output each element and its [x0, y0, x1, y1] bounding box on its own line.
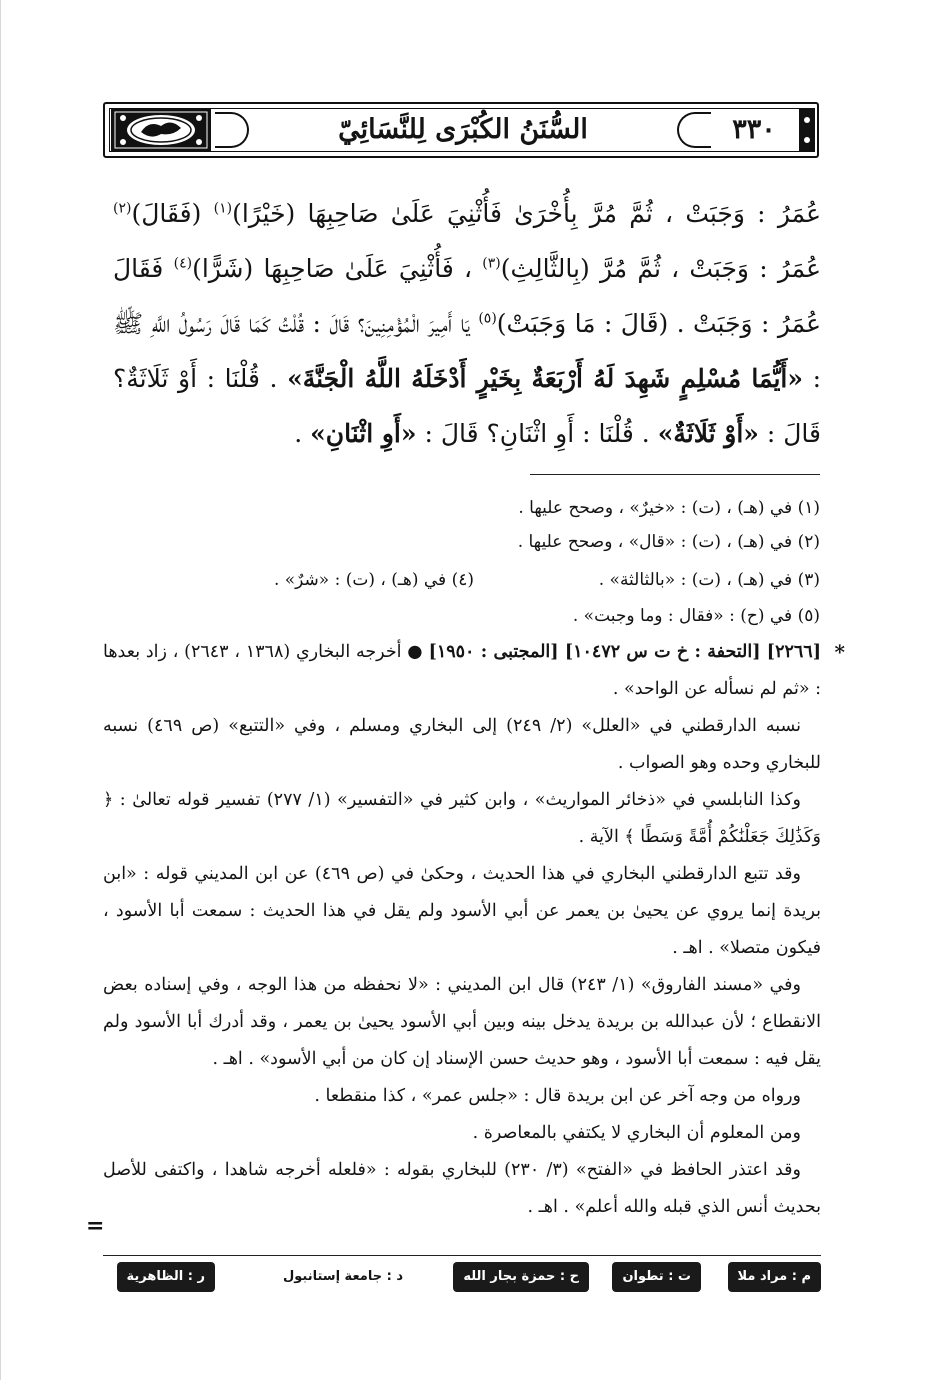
commentary-paragraph: نسبه الدارقطني في «العلل» (٢/ ٢٤٩) إلى البخاري ومسلم ، وفي «التتبع» (ص ٤٦٩) نسبه للبخاري وحده وهو الصواب . [103, 716, 821, 773]
manuscript-badge-r: ر : الظاهرية [117, 1262, 215, 1292]
book-title: السُّنَنُ الكُبْرَى لِلنَّسَائِيّ [338, 114, 588, 145]
footnote-4: (٤) في (هـ) ، (ت) : «شرٌ» . [273, 570, 474, 590]
page-number: ٣٣٠ [732, 114, 776, 145]
commentary-paragraph: ورواه من وجه آخر عن ابن بريدة قال : «جلس عمر» ، كذا منقطعا . [314, 1086, 801, 1106]
prophetic-saying: «أَوِ اثْنَانِ» [310, 419, 417, 448]
footnote-ref: (٥) [478, 310, 497, 327]
footnote-ref: (٤) [173, 255, 193, 272]
commentary-paragraph: وقد اعتذر الحافظ في «الفتح» (٣/ ٢٣٠) للبخاري بقوله : «فلعله أخرجه شاهدا ، واكتفى للأصل بحديث أنس الذي قبله والله أعلم» . اهـ . [103, 1160, 821, 1217]
commentary-paragraph: وفي «مسند الفاروق» (١/ ٢٤٣) قال ابن المديني : «لا نحفظه من هذا الوجه ، وفي إسناده بعض الانقطاع ؛ لأن عبدالله بن بريدة يدخل بينه وبين أبي الأسود يحيىٰ بن يعمر ، وقد أدرك أبا الأسود ولم يقل فيه : سمعت أبا الأسود ، وهو حديث حسن الإسناد إن كان من أبي الأسود» . اهـ . [103, 975, 821, 1069]
commentary [103, 634, 845, 1226]
ornament-corner-icon [797, 106, 817, 154]
manuscripts-bar [103, 1262, 821, 1296]
prophetic-saying: «أَوْ ثَلَاثَةٌ» [657, 419, 759, 448]
text-segment: يَا أَمِيرَ الْمُؤْمِنِينَ؟ قَالَ : قُلْتُ كَمَا قَالَ رَسُولُ اللَّهِ ﷺ : [113, 309, 821, 393]
footnote-3: (٣) في (هـ) ، (ت) : «بالثالثة» . [598, 570, 820, 590]
text-segment: . قُلْنَا : أَوْ ثَلَاثَةٌ؟ قَالَ : [113, 364, 821, 448]
footnote-2: (٢) في (هـ) ، (ت) : «قال» ، وصحح عليها . [517, 532, 820, 552]
text-segment: (فَقَالَ) [131, 199, 202, 228]
text-segment: عُمَرُ : وَجَبَتْ ، ثُمَّ مُرَّ بِأُخْرَىٰ فَأُثْنِيَ عَلَىٰ صَاحِبِهَا (خَيْرًا) [232, 199, 821, 228]
running-header [103, 102, 823, 162]
header-bracket-right [677, 112, 711, 148]
commentary-paragraph: ومن المعلوم أن البخاري لا يكتفي بالمعاصرة . [472, 1123, 801, 1143]
footnote-ref: (٣) [482, 255, 501, 272]
commentary-paragraph [103, 634, 821, 708]
manuscript-badge-t: ت : تطوان [612, 1262, 701, 1292]
footnote-1: (١) في (هـ) ، (ت) : «خيرٌ» ، وصحح عليها . [518, 498, 820, 518]
footnote-divider [530, 474, 820, 475]
text-segment: ، فَأُثْنِيَ عَلَىٰ صَاحِبِهَا (شَرًّا) [192, 254, 473, 283]
page-edge [0, 0, 6, 1380]
star-icon: * [834, 640, 845, 664]
footnote-5: (٥) في (ح) : «فقال : وما وجبت» . [572, 606, 820, 626]
commentary-paragraph: وقد تتبع الدارقطني البخاري في هذا الحديث ، وحكىٰ في (ص ٤٦٩) عن ابن المديني قوله : «ابن بريدة إنما يروي عن يحيىٰ بن يعمر عن أبي الأسود ولم يقل في هذا الحديث : سمعت أبا الأسود ، فيكون متصلا» . اهـ . [103, 864, 821, 958]
footnote-ref: (٢) [113, 200, 132, 217]
commentary-text: أخرجه البخاري (١٣٦٨ ، ٢٦٤٣) ، زاد بعدها : «ثم لم نسأله عن الواحد» . [103, 642, 821, 699]
commentary-paragraph: وكذا النابلسي في «ذخائر المواريث» ، وابن كثير في «التفسير» (١/ ٢٧٧) تفسير قوله تعالىٰ : ﴿ وَكَذَٰلِكَ جَعَلْنَٰكُمْ أُمَّةً وَسَطًا ﴾ الآية . [103, 790, 821, 847]
text-segment: عُمَرُ : وَجَبَتْ ، ثُمَّ مُرَّ (بِالثَّالِثِ) [500, 254, 821, 283]
manuscript-badge-h: ح : حمزة بجار الله [453, 1262, 589, 1292]
hadith-reference: [٢٢٦٦] [التحفة : خ ت س ١٠٤٧٢] [المجتبى : ١٩٥٠] [428, 642, 821, 662]
footnote-ref: (١) [213, 200, 233, 217]
text-segment: فَقَالَ عُمَرُ : وَجَبَتْ . (قَالَ : مَا وَجَبَتْ) [113, 254, 822, 338]
bullet-icon: ● [407, 642, 423, 662]
manuscript-badge-m: م : مراد ملا [728, 1262, 822, 1292]
hadith-text [113, 186, 821, 461]
text-segment: . قُلْنَا : أَوِ اثْنَانِ؟ قَالَ : [424, 419, 650, 448]
ornament-emblem-icon [109, 106, 213, 154]
manuscripts-divider [103, 1255, 821, 1256]
continuation-mark: = [86, 1213, 105, 1239]
manuscript-label-d: د : جامعة إستانبول [282, 1269, 403, 1284]
text-segment: . [294, 419, 303, 448]
prophetic-saying: «أَيُّمَا مُسْلِمٍ شَهِدَ لَهُ أَرْبَعَةٌ بِخَيْرٍ أَدْخَلَهُ اللَّهُ الْجَنَّةَ» [287, 364, 803, 393]
